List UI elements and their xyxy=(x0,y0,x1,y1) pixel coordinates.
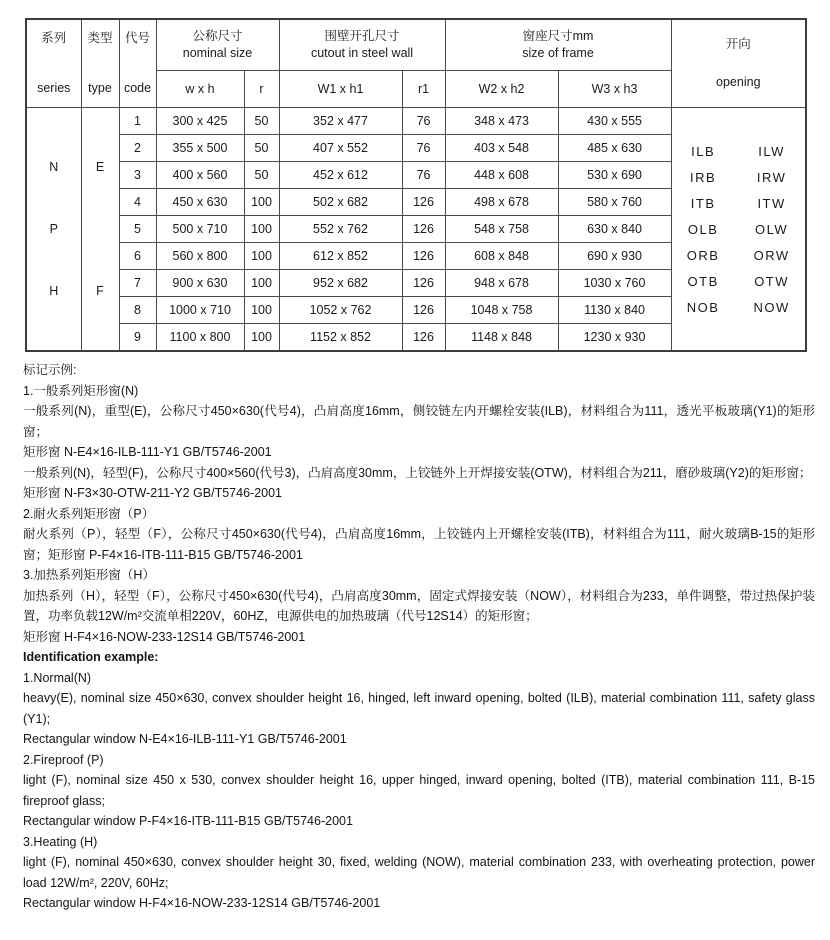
opening-code: ORB xyxy=(686,247,720,263)
header-code-en: code xyxy=(123,80,152,95)
header-cutout-zh: 围壁开孔尺寸 xyxy=(324,29,400,43)
cell-frame-w2h2: 948 x 678 xyxy=(445,270,558,297)
cell-frame-w3h3: 690 x 930 xyxy=(558,243,671,270)
cell-cutout-w1h1: 612 x 852 xyxy=(279,243,402,270)
note-line-zh: 2.耐火系列矩形窗（P） xyxy=(23,506,155,521)
subheader-r: r xyxy=(244,71,279,108)
cell-cutout-r1: 126 xyxy=(402,270,445,297)
opening-code: OLW xyxy=(755,221,789,237)
type-cell xyxy=(81,108,119,352)
cell-nominal-r: 100 xyxy=(244,297,279,324)
opening-code: ITW xyxy=(757,195,786,211)
cell-code: 9 xyxy=(119,324,156,352)
series-p: P xyxy=(49,222,58,236)
cell-frame-w2h2: 348 x 473 xyxy=(445,108,558,135)
notes-zh-title: 标记示例: xyxy=(23,363,77,377)
header-frame-en: size of frame xyxy=(522,46,594,60)
note-line-en: Rectangular window P-F4×16-ITB-111-B15 GB/T5746-2001 xyxy=(23,814,353,828)
header-code xyxy=(119,19,156,108)
subheader-r1: r1 xyxy=(402,71,445,108)
cell-nominal-r: 50 xyxy=(244,135,279,162)
header-type xyxy=(81,19,119,108)
header-cutout xyxy=(279,19,445,71)
subheader-w3h3: W3 x h3 xyxy=(558,71,671,108)
cell-code: 4 xyxy=(119,189,156,216)
opening-code: ORW xyxy=(753,247,790,263)
cell-cutout-r1: 76 xyxy=(402,135,445,162)
table-row xyxy=(26,108,806,135)
header-type-zh: 类型 xyxy=(87,30,113,45)
cell-cutout-w1h1: 502 x 682 xyxy=(279,189,402,216)
opening-code: OLB xyxy=(687,221,719,237)
header-series-en: series xyxy=(37,80,71,95)
cell-cutout-r1: 76 xyxy=(402,108,445,135)
cell-cutout-r1: 126 xyxy=(402,189,445,216)
cell-frame-w3h3: 530 x 690 xyxy=(558,162,671,189)
cell-nominal-wh: 560 x 800 xyxy=(156,243,244,270)
cell-code: 7 xyxy=(119,270,156,297)
cell-frame-w2h2: 403 x 548 xyxy=(445,135,558,162)
note-line-zh: 1.一般系列矩形窗(N) xyxy=(23,383,139,398)
header-opening xyxy=(671,19,806,108)
notes-en-title: Identification example: xyxy=(23,650,159,664)
note-line-zh: 矩形窗 H-F4×16-NOW-233-12S14 GB/T5746-2001 xyxy=(23,629,306,644)
cell-cutout-w1h1: 1052 x 762 xyxy=(279,297,402,324)
header-nominal xyxy=(156,19,279,71)
note-line-en: light (F), nominal size 450 x 530, convex shoulder height 16, upper hinged, inward opening, bolted (ITB), material combination 111, B-15 fireproof glass; xyxy=(23,773,815,808)
note-line-zh: 矩形窗 N-E4×16-ILB-111-Y1 GB/T5746-2001 xyxy=(23,445,272,459)
cell-frame-w2h2: 1048 x 758 xyxy=(445,297,558,324)
subheader-w2h2: W2 x h2 xyxy=(445,71,558,108)
type-e: E xyxy=(95,160,105,174)
series-h: H xyxy=(49,284,59,298)
cell-code: 3 xyxy=(119,162,156,189)
header-frame xyxy=(445,19,671,71)
header-cutout-en: cutout in steel wall xyxy=(310,46,414,60)
cell-nominal-wh: 300 x 425 xyxy=(156,108,244,135)
cell-frame-w3h3: 630 x 840 xyxy=(558,216,671,243)
cell-nominal-r: 100 xyxy=(244,189,279,216)
cell-frame-w2h2: 498 x 678 xyxy=(445,189,558,216)
note-line-en: 2.Fireproof (P) xyxy=(23,752,104,767)
opening-code: NOW xyxy=(753,299,790,315)
header-row-1 xyxy=(26,19,806,71)
note-line-en: Rectangular window H-F4×16-NOW-233-12S14 GB/T5746-2001 xyxy=(23,896,381,910)
cell-code: 8 xyxy=(119,297,156,324)
cell-nominal-wh: 450 x 630 xyxy=(156,189,244,216)
header-frame-zh: 窗座尺寸mm xyxy=(522,29,594,43)
header-series xyxy=(26,19,81,108)
header-series-zh: 系列 xyxy=(41,30,67,45)
opening-cell xyxy=(671,108,806,352)
note-line-en: Rectangular window N-E4×16-ILB-111-Y1 GB/T5746-2001 xyxy=(23,732,347,746)
cell-cutout-r1: 126 xyxy=(402,297,445,324)
cell-frame-w2h2: 1148 x 848 xyxy=(445,324,558,352)
cell-cutout-w1h1: 352 x 477 xyxy=(279,108,402,135)
opening-code: OTW xyxy=(754,273,790,289)
header-type-en: type xyxy=(88,80,112,95)
opening-code: ITB xyxy=(690,195,716,211)
subheader-wh: w x h xyxy=(156,71,244,108)
cell-code: 2 xyxy=(119,135,156,162)
spec-table xyxy=(25,18,807,352)
header-code-zh: 代号 xyxy=(124,30,150,45)
cell-nominal-wh: 1000 x 710 xyxy=(156,297,244,324)
cell-frame-w2h2: 548 x 758 xyxy=(445,216,558,243)
cell-code: 5 xyxy=(119,216,156,243)
cell-frame-w3h3: 580 x 760 xyxy=(558,189,671,216)
cell-cutout-w1h1: 452 x 612 xyxy=(279,162,402,189)
note-line-en: heavy(E), nominal size 450×630, convex shoulder height 16, hinged, left inward opening, bolted (ILB), material combination 111, safety glass (Y1); xyxy=(23,691,815,726)
cell-nominal-r: 50 xyxy=(244,108,279,135)
header-nominal-zh: 公称尺寸 xyxy=(192,29,243,43)
cell-nominal-wh: 1100 x 800 xyxy=(156,324,244,352)
cell-frame-w3h3: 1030 x 760 xyxy=(558,270,671,297)
cell-cutout-w1h1: 952 x 682 xyxy=(279,270,402,297)
note-line-zh: 耐火系列（P），轻型（F），公称尺寸450×630(代号4)，凸肩高度16mm，上铰链内上开螺栓安装(ITB)，材料组合为111，耐火玻璃B-15的矩形窗；矩形窗 P-F4×16-ITB-111-B15 GB/T5746-2001 xyxy=(23,527,815,562)
type-f: F xyxy=(96,284,104,298)
cell-nominal-wh: 900 x 630 xyxy=(156,270,244,297)
note-line-en: 1.Normal(N) xyxy=(23,670,92,685)
cell-nominal-r: 100 xyxy=(244,324,279,352)
note-line-zh: 一般系列(N)，轻型(F)，公称尺寸400×560(代号3)，凸肩高度30mm，上铰链外上开焊接安装(OTW)，材料组合为211，磨砂玻璃(Y2)的矩形窗； xyxy=(23,465,812,480)
cell-cutout-r1: 126 xyxy=(402,243,445,270)
cell-cutout-w1h1: 552 x 762 xyxy=(279,216,402,243)
cell-nominal-wh: 500 x 710 xyxy=(156,216,244,243)
series-cell xyxy=(26,108,81,352)
note-line-en: 3.Heating (H) xyxy=(23,834,98,849)
cell-cutout-r1: 126 xyxy=(402,216,445,243)
cell-nominal-wh: 400 x 560 xyxy=(156,162,244,189)
note-line-zh: 3.加热系列矩形窗（H） xyxy=(23,568,155,582)
header-nominal-en: nominal size xyxy=(182,46,253,60)
opening-code: NOB xyxy=(686,299,720,315)
cell-nominal-r: 100 xyxy=(244,243,279,270)
cell-frame-w3h3: 1130 x 840 xyxy=(558,297,671,324)
cell-frame-w3h3: 485 x 630 xyxy=(558,135,671,162)
opening-code: OTB xyxy=(687,273,719,289)
header-opening-zh: 开向 xyxy=(725,36,751,51)
cell-cutout-r1: 76 xyxy=(402,162,445,189)
subheader-w1h1: W1 x h1 xyxy=(279,71,402,108)
note-line-zh: 一般系列(N)，重型(E)，公称尺寸450×630(代号4)，凸肩高度16mm，侧铰链左内开螺栓安装(ILB)，材料组合为111，透光平板玻璃(Y1)的矩形窗； xyxy=(23,404,815,439)
cell-cutout-r1: 126 xyxy=(402,324,445,352)
notes-section xyxy=(23,360,815,914)
opening-code: IRW xyxy=(756,169,787,185)
cell-nominal-r: 100 xyxy=(244,270,279,297)
cell-code: 6 xyxy=(119,243,156,270)
cell-frame-w3h3: 1230 x 930 xyxy=(558,324,671,352)
cell-nominal-r: 100 xyxy=(244,216,279,243)
cell-frame-w2h2: 608 x 848 xyxy=(445,243,558,270)
cell-frame-w2h2: 448 x 608 xyxy=(445,162,558,189)
header-opening-en: opening xyxy=(716,74,761,89)
cell-frame-w3h3: 430 x 555 xyxy=(558,108,671,135)
opening-code: ILW xyxy=(758,143,785,159)
cell-nominal-r: 50 xyxy=(244,162,279,189)
opening-code: ILB xyxy=(691,143,716,159)
note-line-zh: 加热系列（H），轻型（F），公称尺寸450×630(代号4)，凸肩高度30mm，固定式焊接安装（NOW），材料组合为233，单件调整，带过热保护装置，功率负载12W/m²交流单相220V，60HZ，电源供电的加热玻璃（代号12S14）的矩形窗； xyxy=(23,588,815,623)
cell-cutout-w1h1: 1152 x 852 xyxy=(279,324,402,352)
opening-code: IRB xyxy=(690,169,717,185)
note-line-zh: 矩形窗 N-F3×30-OTW-211-Y2 GB/T5746-2001 xyxy=(23,486,283,500)
cell-cutout-w1h1: 407 x 552 xyxy=(279,135,402,162)
series-n: N xyxy=(49,160,59,174)
cell-nominal-wh: 355 x 500 xyxy=(156,135,244,162)
note-line-en: light (F), nominal 450×630, convex shoulder height 30, fixed, welding (NOW), material combination 233, with overheating protection, power load 12W/m², 220V, 60Hz; xyxy=(23,855,815,890)
cell-code: 1 xyxy=(119,108,156,135)
